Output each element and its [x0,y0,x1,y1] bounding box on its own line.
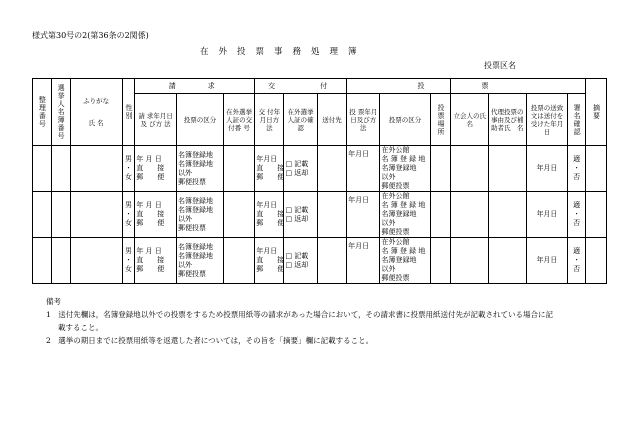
req_kubun-line: 名簿登録地 [177,159,213,168]
notes-section [32,295,617,347]
req_kubun-line: 名簿登録地 [177,205,213,214]
zaigai-no-cell[interactable] [223,192,254,238]
header-furigana: ふりがな [83,97,110,105]
sex_options-line: ・ [124,256,132,264]
seiri-cell[interactable] [33,192,52,238]
notes-heading: 備考 [46,297,61,306]
zaigai-confirm-cell [284,146,317,192]
receive-date-cell [526,146,568,192]
header-kofu: 交 付 [255,79,347,94]
req_method-line: 年 月 日 [136,155,162,163]
del_method-line: 年月日 [256,201,278,209]
table-row [33,146,607,192]
vote_kubun-line: 郵便投票 [381,274,410,282]
processing-record-table [32,78,607,284]
sig_confirm-line: 否 [573,219,581,227]
tekiyo-cell[interactable] [586,238,607,284]
note-item-1: 1 送付先欄は，名簿登録地以外での投票をするため投票用紙等の請求があった場合において，その請求書に投票用紙送付先が記載されている場合に記 [46,310,554,319]
req_method-line: 郵 便 [136,265,165,273]
req_kubun-line: 郵便投票 [177,177,206,186]
senkyonin-cell[interactable] [51,192,70,238]
senkyonin-cell[interactable] [51,238,70,284]
header-seibetsu: 性別 [122,79,135,146]
sig_confirm-line: ・ [573,210,581,218]
vote-date-cell [347,146,380,192]
vote-date: 年月日 [348,242,370,250]
name-cell[interactable] [70,238,122,284]
sig-confirm-cell [568,146,586,192]
note-item-2: 2 選挙の期日までに投票用紙等を返還した者については，その旨を「摘要」欄に記載すること。 [46,336,374,345]
sig-confirm-cell [568,192,586,238]
vote-kubun-cell [380,238,430,284]
receive-date: 年月日 [536,210,558,218]
header-shimei: 氏 名 [88,119,104,127]
tachiainin-cell[interactable] [451,146,489,192]
receive-date-cell [526,238,568,284]
header-name [70,79,122,146]
sofusaki-cell[interactable] [317,238,346,284]
sig_confirm-line: ・ [573,164,581,172]
dairi-cell[interactable] [489,192,527,238]
header-hyo: 票 [451,79,586,94]
sex_options-line: 女 [124,265,132,273]
vote_kubun-line: 以外 [381,265,396,273]
header-seikyu-date: 請 求年月日及 び方 法 [135,94,177,146]
sig_confirm-line: 適 [573,201,581,209]
sex_options-line: 男 [124,247,132,255]
req_kubun-line: 名簿登録地 [177,251,213,260]
header-row-1 [33,79,607,94]
sex_options-line: 男 [124,155,132,163]
seiri-cell[interactable] [33,238,52,284]
sig_confirm-line: 適 [573,155,581,163]
zaigai-no-cell[interactable] [223,238,254,284]
request-kubun-cell [176,146,223,192]
sofusaki-cell[interactable] [317,192,346,238]
sex_options-line: 男 [124,201,132,209]
vote_kubun-line: 名 簿 登 録 地 [381,155,426,163]
header-sofu-shomei: 投票の送致文は送付を受けた年月日 [526,94,568,146]
vote_kubun-line: 在外公館 [381,238,410,246]
vote_kubun-line: 名簿登録地 [381,210,417,218]
req_kubun-line: 以外 [177,260,192,269]
req_method-line: 直 接 [136,210,165,218]
del_confirm-line: □ 記載 [285,159,309,168]
del_confirm-line: □ 記載 [285,251,309,260]
header-kofu-date: 交 付年月日方 法 [255,94,284,146]
form-reference: 様式第30号の2(第36条の2関係) [32,31,149,40]
vote_kubun-line: 以外 [381,173,396,181]
header-tohyo: 投 [347,79,451,94]
seiri-cell[interactable] [33,146,52,192]
sex-cell [122,238,135,284]
req_method-line: 郵 便 [136,219,165,227]
sex_options-line: ・ [124,210,132,218]
header-seiri: 整理番号 [33,79,52,146]
req_method-line: 直 接 [136,164,165,172]
vote_kubun-line: 名 簿 登 録 地 [381,247,426,255]
vote-place-cell[interactable] [430,238,451,284]
req_kubun-line: 名簿登録地 [177,150,213,159]
vote-date-cell [347,192,380,238]
vote-place-cell[interactable] [430,146,451,192]
del_method-line: 年月日 [256,247,278,255]
del_method-line: 郵 便 [256,219,285,227]
vote_kubun-line: 郵便投票 [381,182,410,190]
sex-cell [122,192,135,238]
req_kubun-line: 郵便投票 [177,223,206,232]
dairi-cell[interactable] [489,238,527,284]
req_kubun-line: 郵便投票 [177,269,206,278]
header-senkyonin: 選挙人名簿番号 [51,79,70,146]
note-item-1-cont: 載すること。 [58,323,103,332]
sig-confirm-cell [568,238,586,284]
vote_kubun-line: 以外 [381,219,396,227]
req_method-line: 年 月 日 [136,201,162,209]
del_confirm-line: □ 返却 [285,214,309,223]
req_kubun-line: 以外 [177,214,192,223]
del_method-line: 郵 便 [256,265,285,273]
sex_options-line: 女 [124,219,132,227]
vote_kubun-line: 名 簿 登 録 地 [381,201,426,209]
zaigai-confirm-cell [284,192,317,238]
vote-place-cell[interactable] [430,192,451,238]
sig_confirm-line: ・ [573,256,581,264]
del_method-line: 直 接 [256,164,285,172]
req_method-line: 年 月 日 [136,247,162,255]
vote_kubun-line: 名簿登録地 [381,256,417,264]
request-kubun-cell [176,192,223,238]
header-seikyu-kubun: 投票の区分 [176,94,223,146]
del_confirm-line: □ 返却 [285,168,309,177]
header-tohyo-basho: 投票場所 [430,94,451,146]
header-tachiainin: 立会人の氏名 [451,94,489,146]
vote_kubun-line: 在外公館 [381,192,410,200]
tekiyo-cell[interactable] [586,192,607,238]
senkyonin-cell[interactable] [51,146,70,192]
header-zaigai-kakunin: 在外選挙人証の確認 [284,94,317,146]
tekiyo-cell[interactable] [586,146,607,192]
name-cell[interactable] [70,146,122,192]
header-tohyo-kubun: 投票の区分 [380,94,430,146]
del_confirm-line: □ 記載 [285,205,309,214]
req_kubun-line: 以外 [177,168,192,177]
vote-kubun-cell [380,146,430,192]
zaigai-confirm-cell [284,238,317,284]
delivery-method-cell [255,146,284,192]
vote_kubun-line: 郵便投票 [381,228,410,236]
table-row [33,238,607,284]
sofusaki-cell[interactable] [317,146,346,192]
receive-date: 年月日 [536,164,558,172]
request-method-cell [135,238,177,284]
sig_confirm-line: 適 [573,247,581,255]
req_method-line: 直 接 [136,256,165,264]
del_confirm-line: □ 返却 [285,260,309,269]
header-zaigai-no: 在外選挙人証の交付番 号 [223,94,254,146]
del_method-line: 直 接 [256,256,285,264]
delivery-method-cell [255,238,284,284]
header-sofusaki: 送付先 [317,94,346,146]
polling-district-label: 投票区名 [484,61,516,70]
header-seikyu: 請 求 [135,79,255,94]
sig_confirm-line: 否 [573,173,581,181]
header-tekiyo: 摘要 [586,79,607,146]
vote-kubun-cell [380,192,430,238]
req_kubun-line: 名簿登録地 [177,242,213,251]
req_kubun-line: 名簿登録地 [177,196,213,205]
name-cell[interactable] [70,192,122,238]
header-shomei: 署名確認 [568,94,586,146]
vote-date: 年月日 [348,150,370,158]
req_method-line: 郵 便 [136,173,165,181]
header-tohyo-date: 投 票年月日及び方 法 [347,94,380,146]
del_method-line: 郵 便 [256,173,285,181]
sig_confirm-line: 否 [573,265,581,273]
delivery-method-cell [255,192,284,238]
request-method-cell [135,192,177,238]
del_method-line: 年月日 [256,155,278,163]
request-method-cell [135,146,177,192]
vote-date: 年月日 [348,196,370,204]
del_method-line: 直 接 [256,210,285,218]
sex_options-line: ・ [124,164,132,172]
request-kubun-cell [176,238,223,284]
receive-date: 年月日 [536,256,558,264]
dairi-cell[interactable] [489,146,527,192]
table-row [33,192,607,238]
tachiainin-cell[interactable] [451,192,489,238]
vote_kubun-line: 在外公館 [381,146,410,154]
receive-date-cell [526,192,568,238]
page-title: 在外投票事務処理簿 [200,47,367,57]
zaigai-no-cell[interactable] [223,146,254,192]
tachiainin-cell[interactable] [451,238,489,284]
vote_kubun-line: 名簿登録地 [381,164,417,172]
header-dairi: 代理投票の事由及び補助者氏 名 [489,94,527,146]
vote-date-cell [347,238,380,284]
sex-cell [122,146,135,192]
sex_options-line: 女 [124,173,132,181]
